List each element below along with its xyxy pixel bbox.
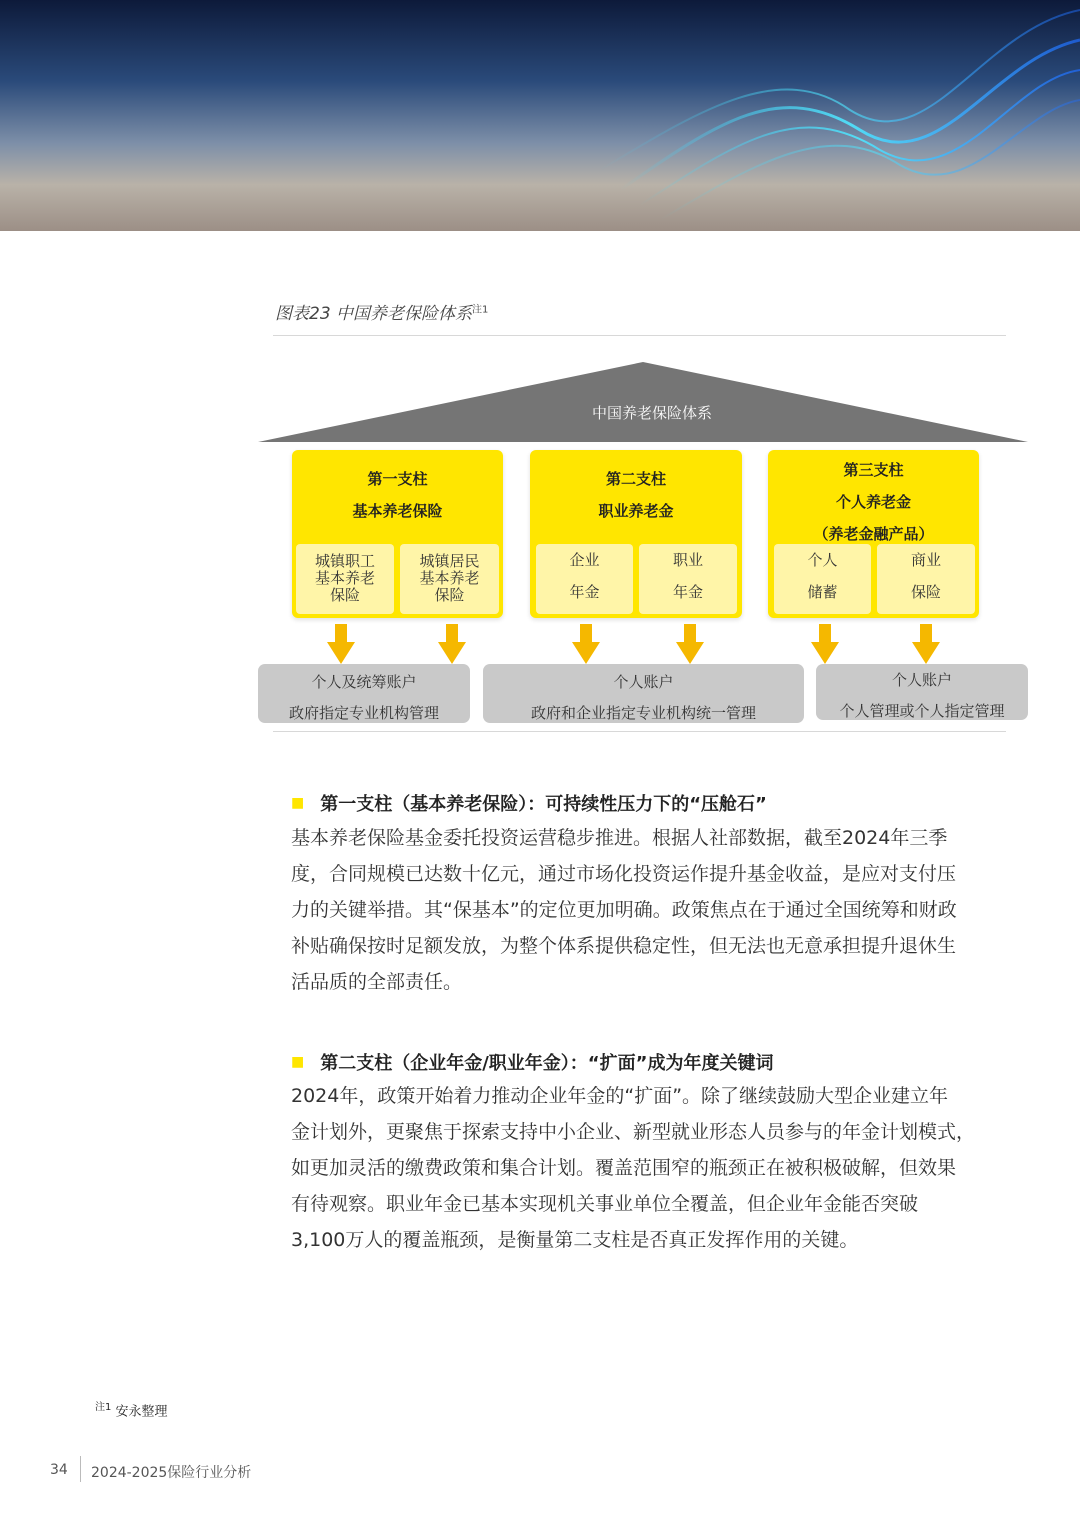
pillar-2-sub-2: 职业 年金 — [639, 544, 737, 614]
footer-divider — [80, 1456, 81, 1482]
account-box-2: 个人账户 政府和企业指定专业机构统一管理 — [483, 664, 804, 723]
pillar-2 — [530, 450, 742, 618]
pillar-3-name: 第三支柱 — [843, 461, 904, 479]
pillar-1-type: 基本养老保险 — [352, 502, 443, 520]
pillar-3-type: 个人养老金 — [835, 493, 911, 511]
pillar-3-sub-1: 个人 储蓄 — [774, 544, 871, 614]
pillar-1-sub-1: 城镇职工 基本养老 保险 — [296, 544, 394, 614]
roof-label: 中国养老保险体系 — [591, 404, 712, 422]
pillar-2-type: 职业养老金 — [598, 502, 674, 520]
arrow-down-icon — [327, 624, 355, 664]
pillar-3-extra: （养老金融产品） — [813, 525, 934, 543]
figure-bottom-rule — [273, 731, 1006, 732]
light-wave-graphic — [0, 0, 1080, 231]
section-2-body: 2024年，政策开始着力推动企业年金的“扩面”。除了继续鼓励大型企业建立年 金计划外，更聚焦于探索支持中小企业、新型就业形态人员参与的年金计划模式， 如更加灵活的缴费政策和集合计划。覆盖范围窄的瓶颈正在被积极破解，但效果 有待观察。职业年金已基本实现机关事业单位全覆盖，但企业年金能否突破 3,100万人的覆盖瓶颈，是衡量第二支柱是否真正发挥作用的关键。 — [291, 1085, 976, 1251]
section-1-body: 基本养老保险基金委托投资运营稳步推进。根据人社部数据，截至2024年三季 度，合同规模已达数十亿元，通过市场化投资运作提升基金收益，是应对支付压 力的关键举措。其“保基本”的定位更加明确。政策焦点在于通过全国统筹和财政 补贴确保按时足额发放，为整个体系提供稳定性，但无法也无意承担提升退休生 活品质的全部责任。 — [291, 827, 957, 993]
arrow-down-icon — [811, 624, 839, 664]
section-1-title: ■ 第一支柱（基本养老保险）：可持续性压力下的“压舱石” — [291, 794, 767, 815]
page-number: 34 — [50, 1462, 68, 1478]
pillar-1-name: 第一支柱 — [367, 470, 428, 488]
footer-title: 2024-2025保险行业分析 — [91, 1465, 252, 1481]
footnote: $^{注1}$ 安永整理 — [95, 1402, 168, 1420]
arrow-down-icon — [572, 624, 600, 664]
figure-title: 图表23 中国养老保险体系$^{注1}$ — [275, 304, 489, 324]
arrow-down-icon — [912, 624, 940, 664]
pillar-3-sub-2: 商业 保险 — [877, 544, 975, 614]
pillar-1-sub-2: 城镇居民 基本养老 保险 — [400, 544, 499, 614]
header-banner-image — [0, 0, 1080, 231]
account-box-3: 个人账户 个人管理或个人指定管理 — [816, 664, 1028, 720]
pillar-1 — [292, 450, 503, 618]
bullet-icon: ■ — [291, 1054, 305, 1070]
pillar-2-sub-1: 企业 年金 — [536, 544, 633, 614]
section-2-title: ■ 第二支柱（企业年金/职业年金）：“扩面”成为年度关键词 — [291, 1053, 774, 1074]
account-box-1: 个人及统筹账户 政府指定专业机构管理 — [258, 664, 470, 723]
pillar-3 — [768, 450, 979, 618]
figure-top-rule — [273, 335, 1006, 336]
pillar-2-name: 第二支柱 — [605, 470, 666, 488]
arrow-down-icon — [676, 624, 704, 664]
arrow-down-icon — [438, 624, 466, 664]
bullet-icon: ■ — [291, 795, 305, 811]
